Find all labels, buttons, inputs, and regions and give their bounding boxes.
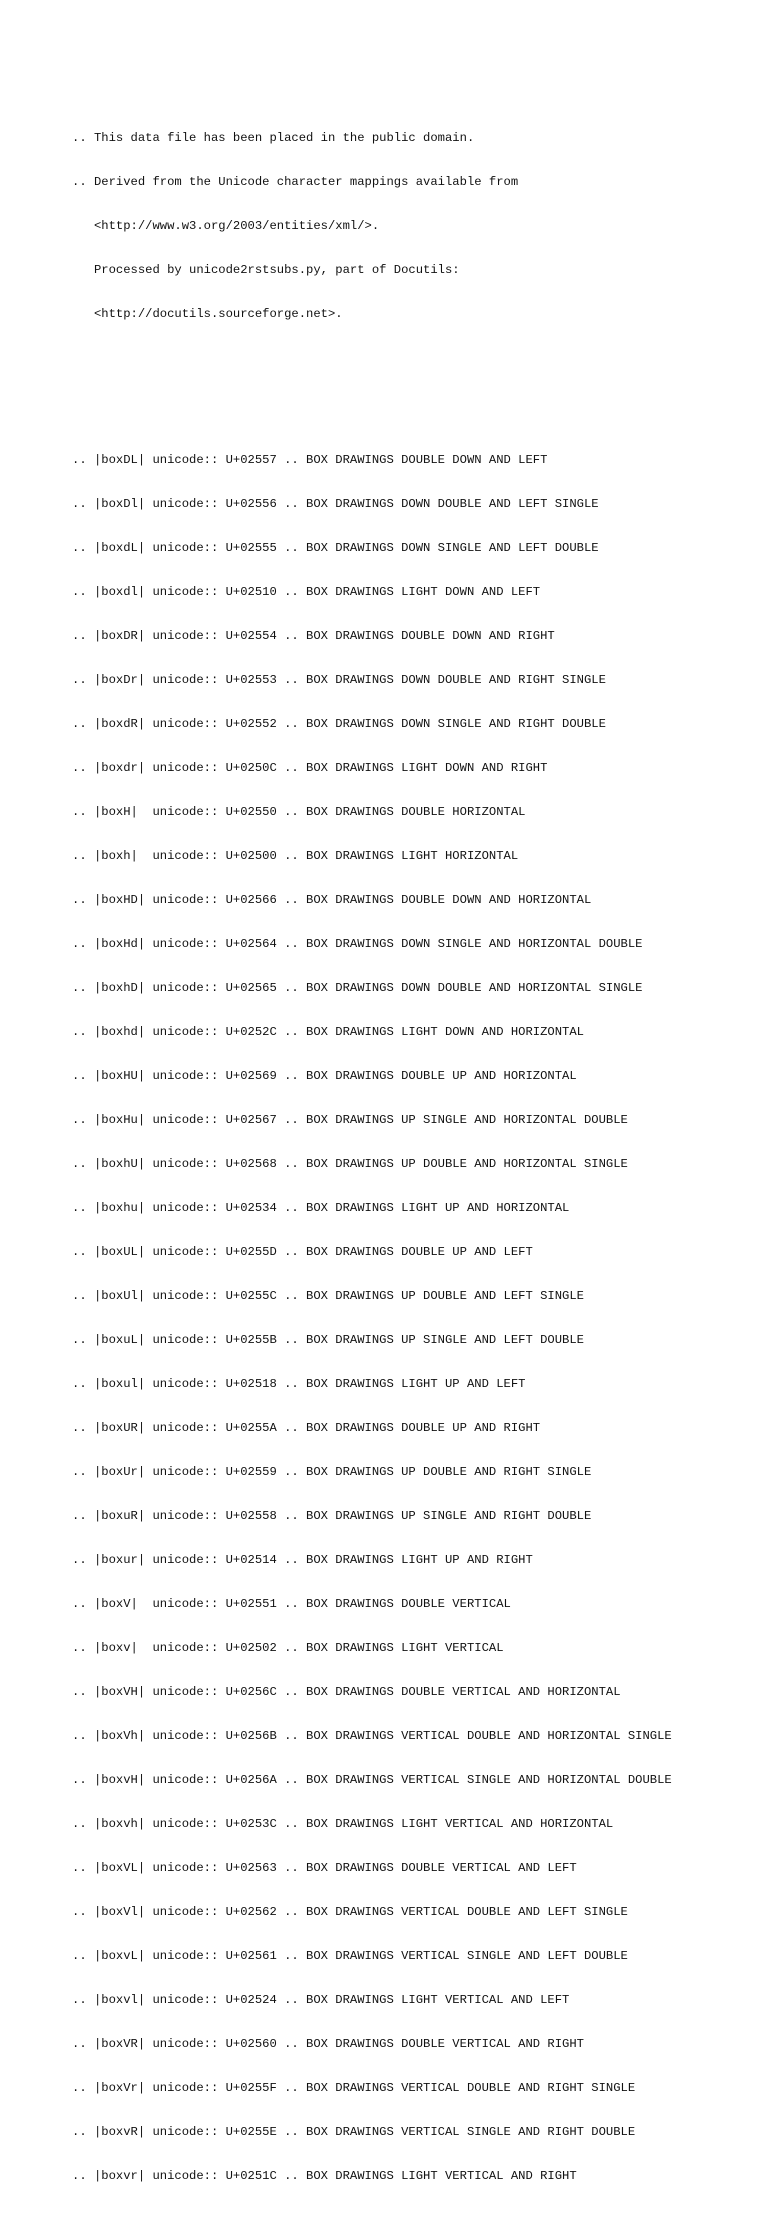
entry-line: .. |boxDR| unicode:: U+02554 .. BOX DRAWINGS DOUBLE DOWN AND RIGHT	[72, 629, 555, 644]
entry-line: .. |boxvH| unicode:: U+0256A .. BOX DRAWINGS VERTICAL SINGLE AND HORIZONTAL DOUBLE	[72, 1773, 672, 1788]
entry-line: .. |boxVL| unicode:: U+02563 .. BOX DRAWINGS DOUBLE VERTICAL AND LEFT	[72, 1861, 577, 1876]
header-line: <http://docutils.sourceforge.net>.	[72, 306, 343, 321]
entry-line: .. |boxul| unicode:: U+02518 .. BOX DRAWINGS LIGHT UP AND LEFT	[72, 1377, 526, 1392]
entry-line: .. |boxUR| unicode:: U+0255A .. BOX DRAWINGS DOUBLE UP AND RIGHT	[72, 1421, 541, 1436]
entry-line: .. |boxHD| unicode:: U+02566 .. BOX DRAWINGS DOUBLE DOWN AND HORIZONTAL	[72, 893, 592, 908]
entry-line: .. |boxvr| unicode:: U+0251C .. BOX DRAWINGS LIGHT VERTICAL AND RIGHT	[72, 2169, 577, 2184]
entry-line: .. |boxHd| unicode:: U+02564 .. BOX DRAWINGS DOWN SINGLE AND HORIZONTAL DOUBLE	[72, 937, 643, 952]
entry-line: .. |boxhd| unicode:: U+0252C .. BOX DRAWINGS LIGHT DOWN AND HORIZONTAL	[72, 1025, 584, 1040]
entry-line: .. |boxV| unicode:: U+02551 .. BOX DRAWINGS DOUBLE VERTICAL	[72, 1597, 511, 1612]
entry-list	[72, 424, 672, 2213]
entry-line: .. |boxhD| unicode:: U+02565 .. BOX DRAWINGS DOWN DOUBLE AND HORIZONTAL SINGLE	[72, 981, 643, 996]
entry-line: .. |boxUl| unicode:: U+0255C .. BOX DRAWINGS UP DOUBLE AND LEFT SINGLE	[72, 1289, 584, 1304]
entry-line: .. |boxVR| unicode:: U+02560 .. BOX DRAWINGS DOUBLE VERTICAL AND RIGHT	[72, 2037, 584, 2052]
entry-line: .. |boxdL| unicode:: U+02555 .. BOX DRAWINGS DOWN SINGLE AND LEFT DOUBLE	[72, 541, 599, 556]
entry-line: .. |boxVh| unicode:: U+0256B .. BOX DRAWINGS VERTICAL DOUBLE AND HORIZONTAL SINGLE	[72, 1729, 672, 1744]
entry-line: .. |boxdl| unicode:: U+02510 .. BOX DRAWINGS LIGHT DOWN AND LEFT	[72, 585, 541, 600]
entry-line: .. |boxuL| unicode:: U+0255B .. BOX DRAWINGS UP SINGLE AND LEFT DOUBLE	[72, 1333, 584, 1348]
entry-line: .. |boxVl| unicode:: U+02562 .. BOX DRAWINGS VERTICAL DOUBLE AND LEFT SINGLE	[72, 1905, 628, 1920]
entry-line: .. |boxDl| unicode:: U+02556 .. BOX DRAWINGS DOWN DOUBLE AND LEFT SINGLE	[72, 497, 599, 512]
entry-line: .. |boxHU| unicode:: U+02569 .. BOX DRAWINGS DOUBLE UP AND HORIZONTAL	[72, 1069, 577, 1084]
entry-line: .. |boxvl| unicode:: U+02524 .. BOX DRAWINGS LIGHT VERTICAL AND LEFT	[72, 1993, 570, 2008]
entry-line: .. |boxHu| unicode:: U+02567 .. BOX DRAWINGS UP SINGLE AND HORIZONTAL DOUBLE	[72, 1113, 628, 1128]
entry-line: .. |boxv| unicode:: U+02502 .. BOX DRAWINGS LIGHT VERTICAL	[72, 1641, 504, 1656]
header-line: Processed by unicode2rstsubs.py, part of Docutils:	[72, 262, 460, 277]
entry-line: .. |boxur| unicode:: U+02514 .. BOX DRAWINGS LIGHT UP AND RIGHT	[72, 1553, 533, 1568]
entry-line: .. |boxuR| unicode:: U+02558 .. BOX DRAWINGS UP SINGLE AND RIGHT DOUBLE	[72, 1509, 592, 1524]
entry-line: .. |boxhu| unicode:: U+02534 .. BOX DRAWINGS LIGHT UP AND HORIZONTAL	[72, 1201, 570, 1216]
entry-line: .. |boxh| unicode:: U+02500 .. BOX DRAWINGS LIGHT HORIZONTAL	[72, 849, 519, 864]
entry-line: .. |boxvL| unicode:: U+02561 .. BOX DRAWINGS VERTICAL SINGLE AND LEFT DOUBLE	[72, 1949, 628, 1964]
header-line: <http://www.w3.org/2003/entities/xml/>.	[72, 218, 380, 233]
header-comment	[72, 101, 672, 350]
entry-line: .. |boxDL| unicode:: U+02557 .. BOX DRAWINGS DOUBLE DOWN AND LEFT	[72, 453, 548, 468]
header-line: .. This data file has been placed in the public domain.	[72, 130, 475, 145]
document-page	[72, 72, 672, 2228]
entry-line: .. |boxvR| unicode:: U+0255E .. BOX DRAWINGS VERTICAL SINGLE AND RIGHT DOUBLE	[72, 2125, 636, 2140]
entry-line: .. |boxhU| unicode:: U+02568 .. BOX DRAWINGS UP DOUBLE AND HORIZONTAL SINGLE	[72, 1157, 628, 1172]
entry-line: .. |boxvh| unicode:: U+0253C .. BOX DRAWINGS LIGHT VERTICAL AND HORIZONTAL	[72, 1817, 614, 1832]
entry-line: .. |boxUL| unicode:: U+0255D .. BOX DRAWINGS DOUBLE UP AND LEFT	[72, 1245, 533, 1260]
entry-line: .. |boxUr| unicode:: U+02559 .. BOX DRAWINGS UP DOUBLE AND RIGHT SINGLE	[72, 1465, 592, 1480]
entry-line: .. |boxH| unicode:: U+02550 .. BOX DRAWINGS DOUBLE HORIZONTAL	[72, 805, 526, 820]
blank-line	[72, 380, 672, 395]
entry-line: .. |boxVH| unicode:: U+0256C .. BOX DRAWINGS DOUBLE VERTICAL AND HORIZONTAL	[72, 1685, 621, 1700]
entry-line: .. |boxdR| unicode:: U+02552 .. BOX DRAWINGS DOWN SINGLE AND RIGHT DOUBLE	[72, 717, 606, 732]
header-line: .. Derived from the Unicode character mappings available from	[72, 174, 519, 189]
entry-line: .. |boxDr| unicode:: U+02553 .. BOX DRAWINGS DOWN DOUBLE AND RIGHT SINGLE	[72, 673, 606, 688]
entry-line: .. |boxVr| unicode:: U+0255F .. BOX DRAWINGS VERTICAL DOUBLE AND RIGHT SINGLE	[72, 2081, 636, 2096]
entry-line: .. |boxdr| unicode:: U+0250C .. BOX DRAWINGS LIGHT DOWN AND RIGHT	[72, 761, 548, 776]
